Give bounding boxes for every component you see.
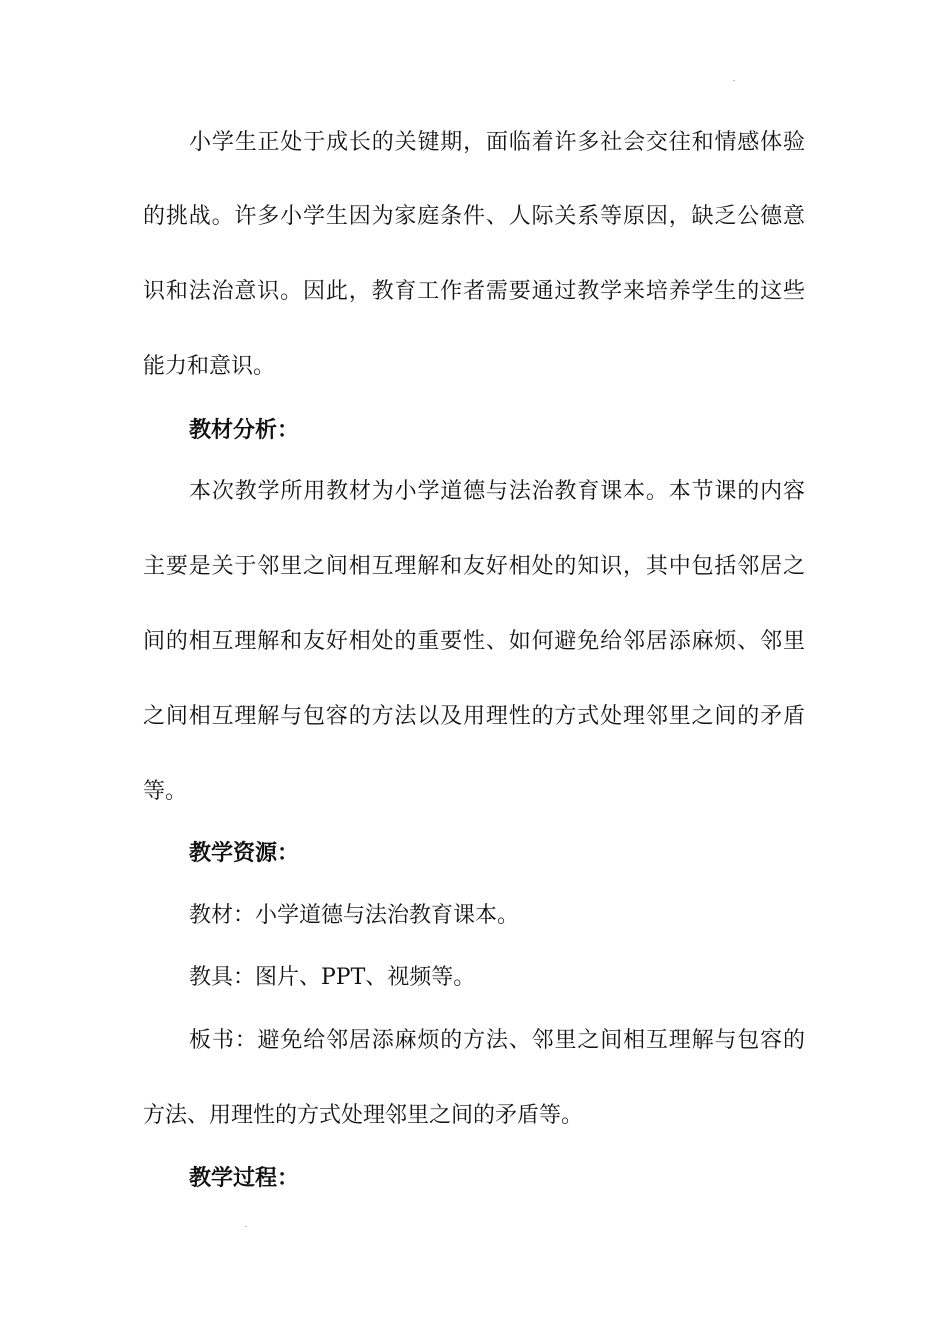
section-heading-teaching-resources: 教学资源： <box>189 841 300 866</box>
section-heading-textbook-analysis: 教材分析： <box>189 418 300 443</box>
paragraph-line: 识和法治意识。因此，教育工作者需要通过教学来培养学生的这些 <box>143 279 805 304</box>
page-corner-mark <box>733 80 735 81</box>
page-bottom-mark <box>245 1226 247 1227</box>
paragraph-line: 能力和意识。 <box>143 354 276 379</box>
resource-blackboard-line: 方法、用理性的方式处理邻里之间的矛盾等。 <box>143 1103 584 1128</box>
resource-blackboard-line: 板书：避免给邻居添麻烦的方法、邻里之间相互理解与包容的 <box>189 1028 805 1053</box>
paragraph-line: 之间相互理解与包容的方法以及用理性的方式处理邻里之间的矛盾 <box>143 704 805 729</box>
paragraph-line: 间的相互理解和友好相处的重要性、如何避免给邻居添麻烦、邻里 <box>143 629 805 654</box>
paragraph-line: 的挑战。许多小学生因为家庭条件、人际关系等原因，缺乏公德意 <box>143 204 805 229</box>
paragraph-line: 小学生正处于成长的关键期，面临着许多社会交往和情感体验 <box>189 130 805 155</box>
section-heading-teaching-process: 教学过程： <box>189 1166 300 1191</box>
resource-textbook: 教材：小学道德与法治教育课本。 <box>189 903 520 928</box>
resource-tools: 教具：图片、PPT、视频等。 <box>189 965 476 990</box>
paragraph-line: 本次教学所用教材为小学道德与法治教育课本。本节课的内容 <box>189 479 805 504</box>
paragraph-line: 等。 <box>143 779 188 804</box>
paragraph-line: 主要是关于邻里之间相互理解和友好相处的知识，其中包括邻居之 <box>143 554 805 579</box>
